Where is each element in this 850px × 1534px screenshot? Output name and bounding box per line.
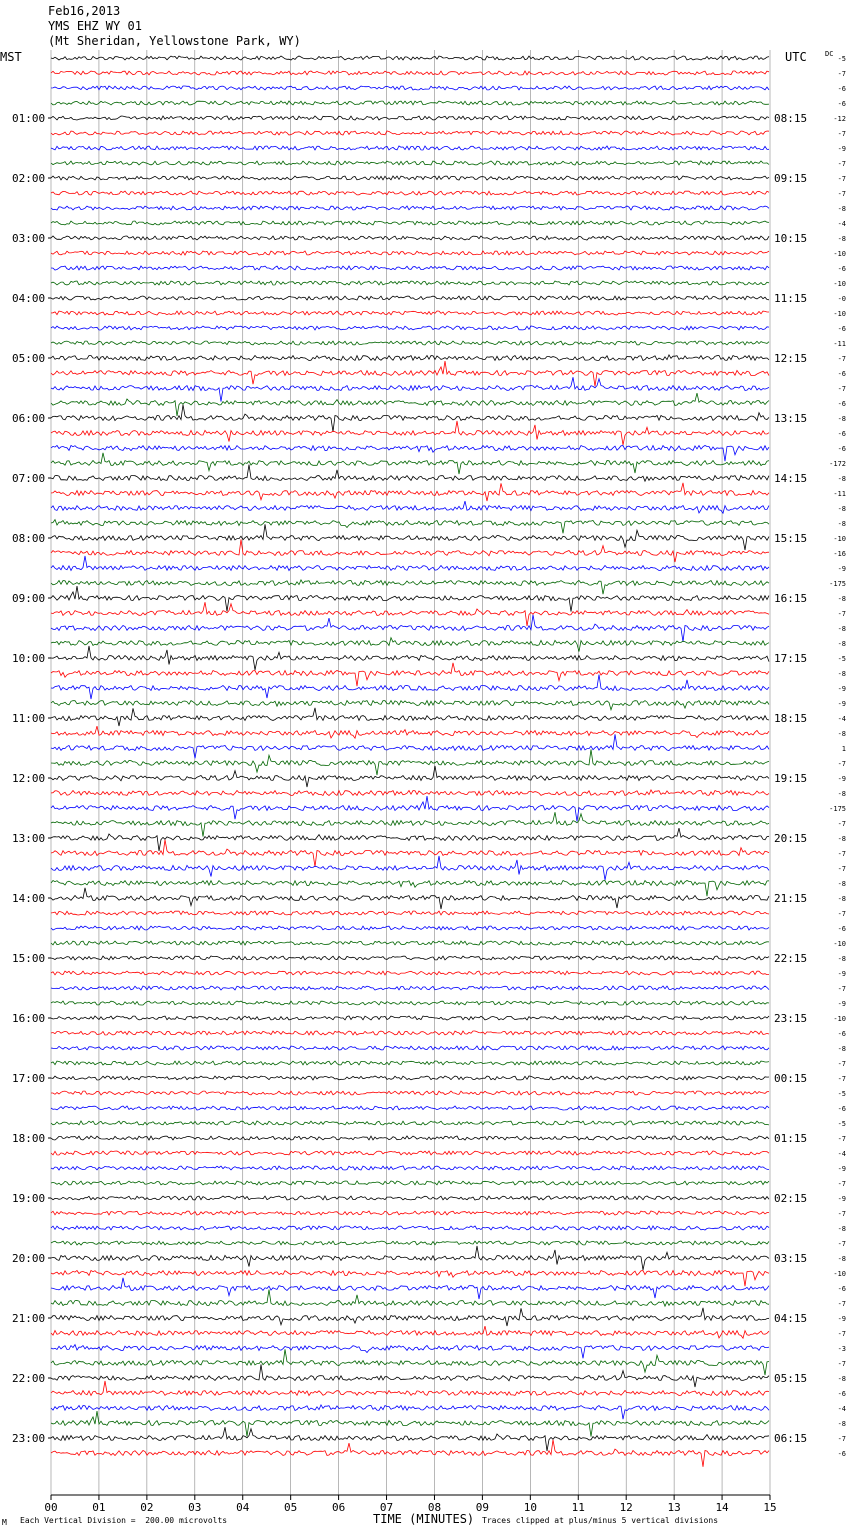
dc-offset-label: -8	[837, 955, 846, 963]
dc-offset-label: -6	[837, 925, 846, 933]
left-hour-label: 18:00	[12, 1132, 46, 1145]
seismic-trace	[51, 556, 769, 571]
left-hour-label: 06:00	[12, 412, 46, 425]
dc-offset-label: -10	[833, 1270, 846, 1278]
dc-offset-label: -6	[837, 1285, 846, 1293]
x-tick-label: 07	[379, 1501, 394, 1514]
right-hour-label: 09:15	[774, 172, 808, 185]
dc-offset-label: -7	[837, 70, 846, 78]
left-hour-label: 07:00	[12, 472, 46, 485]
x-tick-label: 09	[475, 1501, 490, 1514]
right-hour-label: 04:15	[774, 1312, 808, 1325]
seismic-trace	[51, 1326, 769, 1338]
x-tick-label: 13	[667, 1501, 681, 1514]
left-hour-label: 04:00	[12, 292, 46, 305]
seismic-trace	[51, 71, 769, 75]
seismic-trace	[51, 176, 769, 180]
dc-offset-label: -8	[837, 595, 846, 603]
dc-offset-label: -9	[837, 700, 846, 708]
seismic-trace	[51, 1271, 769, 1287]
seismic-trace	[51, 1226, 769, 1230]
seismic-trace	[51, 405, 769, 432]
dc-offset-label: -4	[837, 220, 846, 228]
right-hour-label: 11:15	[774, 292, 808, 305]
dc-offset-label: -6	[837, 1105, 846, 1113]
seismic-trace	[51, 206, 769, 210]
dc-offset-label: -8	[837, 640, 846, 648]
dc-offset-label: -6	[837, 400, 846, 408]
dc-label: DC	[825, 50, 834, 58]
dc-offset-label: -9	[837, 1000, 846, 1008]
dc-offset-label: -7	[837, 1180, 846, 1188]
dc-offset-label: 1	[841, 745, 846, 753]
seismic-trace	[51, 1349, 769, 1375]
x-tick-label: 11	[571, 1501, 585, 1514]
seismic-trace	[51, 856, 769, 880]
seismic-trace	[51, 146, 769, 150]
dc-offset-label: -8	[837, 625, 846, 633]
right-hour-label: 15:15	[774, 532, 808, 545]
right-timezone-label: UTC	[785, 50, 807, 64]
footer-vertical-division: Each Vertical Division = 200.00 microvolts	[20, 1516, 228, 1525]
x-tick-label: 04	[236, 1501, 250, 1514]
seismic-trace	[51, 701, 769, 710]
seismic-trace	[51, 1241, 769, 1245]
dc-offset-label: -6	[837, 265, 846, 273]
seismic-trace	[51, 266, 769, 270]
dc-offset-label: -16	[833, 550, 846, 558]
left-hour-label: 21:00	[12, 1312, 46, 1325]
seismic-trace	[51, 1181, 769, 1185]
dc-offset-label: -7	[837, 1135, 846, 1143]
dc-offset-label: -7	[837, 160, 846, 168]
dc-offset-label: -10	[833, 940, 846, 948]
seismic-trace	[51, 726, 769, 738]
dc-offset-label: -11	[833, 490, 846, 498]
seismic-trace	[51, 766, 769, 787]
right-hour-label: 10:15	[774, 232, 808, 245]
right-hour-label: 01:15	[774, 1132, 808, 1145]
dc-offset-label: -8	[837, 895, 846, 903]
right-hour-label: 03:15	[774, 1252, 808, 1265]
right-hour-label: 02:15	[774, 1192, 808, 1205]
dc-offset-label: -8	[837, 415, 846, 423]
dc-offset-label: -5	[837, 55, 846, 63]
dc-offset-label: -7	[837, 190, 846, 198]
seismic-trace	[51, 86, 769, 90]
seismic-trace	[51, 1278, 769, 1299]
seismic-trace	[51, 734, 769, 758]
left-hour-label: 16:00	[12, 1012, 46, 1025]
right-hour-label: 08:15	[774, 112, 808, 125]
seismic-trace	[51, 1440, 769, 1467]
dc-offset-label: -8	[837, 1225, 846, 1233]
right-hour-label: 23:15	[774, 1012, 808, 1025]
seismic-trace	[51, 1016, 769, 1020]
seismic-trace	[51, 840, 769, 867]
footer-clip-note: Traces clipped at plus/minus 5 vertical divisions	[482, 1516, 719, 1525]
dc-offset-label: -11	[833, 340, 846, 348]
dc-offset-label: -175	[829, 580, 846, 588]
dc-offset-label: -6	[837, 430, 846, 438]
seismic-trace	[51, 524, 769, 550]
seismic-trace	[51, 131, 769, 135]
left-hour-label: 02:00	[12, 172, 46, 185]
seismic-trace	[51, 421, 769, 445]
right-hour-label: 12:15	[774, 352, 808, 365]
seismic-trace	[51, 1196, 769, 1200]
dc-offset-label: -7	[837, 1240, 846, 1248]
dc-offset-label: -6	[837, 1030, 846, 1038]
left-timezone-label: MST	[0, 50, 22, 64]
dc-offset-label: -7	[837, 865, 846, 873]
x-tick-label: 01	[92, 1501, 106, 1514]
seismic-trace	[51, 377, 769, 401]
right-hour-label: 21:15	[774, 892, 808, 905]
seismic-trace	[51, 941, 769, 945]
seismic-trace	[51, 101, 769, 105]
dc-offset-label: -9	[837, 1165, 846, 1173]
left-hour-label: 05:00	[12, 352, 46, 365]
header-location: (Mt Sheridan, Yellowstone Park, WY)	[48, 34, 301, 48]
left-hour-labels	[12, 112, 51, 1445]
seismic-trace	[51, 663, 769, 686]
dc-offset-label: -7	[837, 1360, 846, 1368]
dc-offset-label: -9	[837, 970, 846, 978]
dc-offset-label: -8	[837, 475, 846, 483]
seismic-trace	[51, 191, 769, 195]
seismic-trace	[51, 1106, 769, 1110]
left-hour-label: 13:00	[12, 832, 46, 845]
seismic-trace	[51, 749, 769, 775]
right-hour-label: 05:15	[774, 1372, 808, 1385]
x-tick-label: 14	[715, 1501, 729, 1514]
dc-offset-label: -8	[837, 1420, 846, 1428]
x-tick-label: 05	[284, 1501, 298, 1514]
right-hour-label: 19:15	[774, 772, 808, 785]
seismic-trace	[51, 251, 769, 255]
dc-offset-label: -4	[837, 715, 846, 723]
left-hour-label: 19:00	[12, 1192, 46, 1205]
seismic-trace	[51, 888, 769, 909]
dc-offset-label: -6	[837, 1450, 846, 1458]
dc-offset-label: -6	[837, 325, 846, 333]
seismic-trace	[51, 812, 769, 836]
seismic-trace	[51, 326, 769, 330]
right-hour-label: 16:15	[774, 592, 808, 605]
seismic-trace	[51, 602, 769, 626]
seismic-trace	[51, 956, 769, 960]
dc-offset-label: -8	[837, 235, 846, 243]
dc-offset-label: -9	[837, 145, 846, 153]
right-hour-label: 22:15	[774, 952, 808, 965]
seismic-trace	[51, 1411, 769, 1437]
seismic-trace	[51, 1290, 769, 1307]
header-date: Feb16,2013	[48, 4, 121, 18]
seismic-trace	[51, 615, 769, 642]
left-hour-label: 14:00	[12, 892, 46, 905]
x-tick-label: 06	[331, 1501, 346, 1514]
dc-offset-label: -7	[837, 175, 846, 183]
dc-offset-label: -7	[837, 1075, 846, 1083]
left-hour-label: 08:00	[12, 532, 46, 545]
dc-offset-label: -7	[837, 355, 846, 363]
dc-offset-label: -8	[837, 505, 846, 513]
seismic-trace	[51, 986, 769, 990]
x-tick-label: 00	[44, 1501, 58, 1514]
dc-offset-label: -10	[833, 1015, 846, 1023]
dc-offset-label: -7	[837, 1330, 846, 1338]
seismic-trace	[51, 796, 769, 821]
seismic-trace	[51, 638, 769, 652]
dc-offset-label: -8	[837, 790, 846, 798]
seismic-trace	[51, 1246, 769, 1270]
left-hour-label: 22:00	[12, 1372, 46, 1385]
seismic-trace	[51, 1091, 769, 1095]
right-hour-label: 17:15	[774, 652, 808, 665]
dc-offset-label: -12	[833, 115, 846, 123]
right-hour-labels	[774, 112, 807, 1445]
seismic-trace	[51, 281, 769, 285]
dc-offset-label: -7	[837, 1060, 846, 1068]
seismic-trace	[51, 1405, 769, 1419]
right-hour-label: 00:15	[774, 1072, 808, 1085]
dc-offset-label: -9	[837, 1195, 846, 1203]
seismic-trace	[51, 501, 769, 513]
left-hour-label: 12:00	[12, 772, 46, 785]
dc-offset-label: -7	[837, 820, 846, 828]
seismic-trace	[51, 361, 769, 386]
seismic-trace	[51, 393, 769, 416]
seismic-trace	[51, 453, 769, 474]
left-hour-label: 03:00	[12, 232, 46, 245]
dc-offset-label: -7	[837, 760, 846, 768]
x-tick-label: 02	[140, 1501, 154, 1514]
dc-offset-label: -8	[837, 1045, 846, 1053]
seismic-trace	[51, 116, 769, 120]
dc-offset-label: -175	[829, 805, 846, 813]
right-hour-label: 06:15	[774, 1432, 808, 1445]
seismic-trace	[51, 311, 769, 315]
dc-offset-label: -10	[833, 250, 846, 258]
seismic-trace	[51, 1136, 769, 1140]
dc-offset-label: -9	[837, 775, 846, 783]
header-station: YMS EHZ WY 01	[48, 19, 142, 33]
seismic-trace	[51, 355, 769, 361]
left-hour-label: 11:00	[12, 712, 46, 725]
seismic-trace	[51, 1166, 769, 1170]
seismic-trace	[51, 1427, 769, 1451]
x-tick-label: 10	[523, 1501, 537, 1514]
seismic-trace	[51, 911, 769, 915]
seismic-trace	[51, 1076, 769, 1080]
left-hour-label: 15:00	[12, 952, 46, 965]
left-hour-label: 23:00	[12, 1432, 46, 1445]
seismic-trace	[51, 1151, 769, 1155]
dc-offset-label: -7	[837, 1210, 846, 1218]
dc-offset-label: -5	[837, 655, 846, 663]
seismic-trace	[51, 465, 769, 482]
seismic-trace	[51, 1345, 769, 1359]
dc-offset-label: -7	[837, 385, 846, 393]
dc-offset-label: -7	[837, 910, 846, 918]
left-hour-label: 17:00	[12, 1072, 46, 1085]
seismic-trace	[51, 580, 769, 594]
right-hour-label: 18:15	[774, 712, 808, 725]
seismic-trace	[51, 483, 769, 501]
seismic-trace	[51, 1001, 769, 1005]
x-tick-label: 12	[619, 1501, 633, 1514]
dc-offset-label: -7	[837, 1435, 846, 1443]
x-tick-label: 08	[427, 1501, 442, 1514]
dc-offset-label: -6	[837, 1390, 846, 1398]
dc-offset-label: -6	[837, 85, 846, 93]
dc-offset-label: -4	[837, 1405, 846, 1413]
x-axis-label: TIME (MINUTES)	[373, 1512, 475, 1526]
dc-offset-label: -8	[837, 205, 846, 213]
right-hour-label: 20:15	[774, 832, 808, 845]
dc-offset-label: -10	[833, 310, 846, 318]
seismic-trace	[51, 708, 769, 726]
dc-offset-label: -7	[837, 985, 846, 993]
seismic-trace	[51, 828, 769, 851]
seismic-trace	[51, 926, 769, 930]
left-hour-label: 09:00	[12, 592, 46, 605]
dc-offset-label: -8	[837, 1255, 846, 1263]
seismic-trace	[51, 1031, 769, 1035]
dc-offset-label: -4	[837, 1150, 846, 1158]
seismic-trace	[51, 675, 769, 699]
left-hour-label: 01:00	[12, 112, 46, 125]
seismic-trace	[51, 520, 769, 534]
dc-offset-label: -8	[837, 670, 846, 678]
seismic-trace	[51, 341, 769, 345]
seismic-trace	[51, 539, 769, 562]
seismic-trace	[51, 236, 769, 240]
dc-offset-label: -5	[837, 1090, 846, 1098]
seismic-trace	[51, 1046, 769, 1050]
dc-offset-label: -6	[837, 445, 846, 453]
dc-offset-label: -7	[837, 610, 846, 618]
left-hour-label: 20:00	[12, 1252, 46, 1265]
left-hour-label: 10:00	[12, 652, 46, 665]
footer-mark: M	[2, 1518, 7, 1527]
seismic-trace	[51, 1381, 769, 1396]
seismic-trace	[51, 1308, 769, 1326]
dc-offset-label: -8	[837, 1375, 846, 1383]
dc-offset-label: -0	[837, 295, 846, 303]
x-tick-label: 15	[763, 1501, 777, 1514]
dc-offset-label: -7	[837, 850, 846, 858]
seismic-trace	[51, 586, 769, 612]
right-hour-label: 13:15	[774, 412, 808, 425]
dc-offset-labels	[829, 55, 846, 1458]
dc-offset-label: -8	[837, 835, 846, 843]
dc-offset-label: -8	[837, 880, 846, 888]
seismic-trace	[51, 56, 769, 60]
seismic-trace	[51, 446, 769, 462]
dc-offset-label: -9	[837, 1315, 846, 1323]
seismic-trace	[51, 161, 769, 165]
right-hour-label: 14:15	[774, 472, 808, 485]
seismic-trace	[51, 1121, 769, 1125]
dc-offset-label: -10	[833, 535, 846, 543]
dc-offset-label: -8	[837, 730, 846, 738]
seismic-traces	[51, 56, 769, 1467]
seismic-trace	[51, 1211, 769, 1215]
dc-offset-label: -3	[837, 1345, 846, 1353]
dc-offset-label: -9	[837, 685, 846, 693]
dc-offset-label: -6	[837, 100, 846, 108]
dc-offset-label: -6	[837, 370, 846, 378]
dc-offset-label: -8	[837, 520, 846, 528]
dc-offset-label: -10	[833, 280, 846, 288]
dc-offset-label: -9	[837, 565, 846, 573]
seismic-trace	[51, 790, 769, 796]
x-tick-label: 03	[188, 1501, 202, 1514]
seismic-trace	[51, 1364, 769, 1387]
seismic-trace	[51, 1061, 769, 1065]
seismic-trace	[51, 971, 769, 975]
dc-offset-label: -7	[837, 130, 846, 138]
seismic-trace	[51, 296, 769, 300]
dc-offset-label: -172	[829, 460, 846, 468]
seismic-trace	[51, 646, 769, 670]
seismic-trace	[51, 881, 769, 897]
dc-offset-label: -7	[837, 1300, 846, 1308]
dc-offset-label: -5	[837, 1120, 846, 1128]
seismic-trace	[51, 221, 769, 225]
